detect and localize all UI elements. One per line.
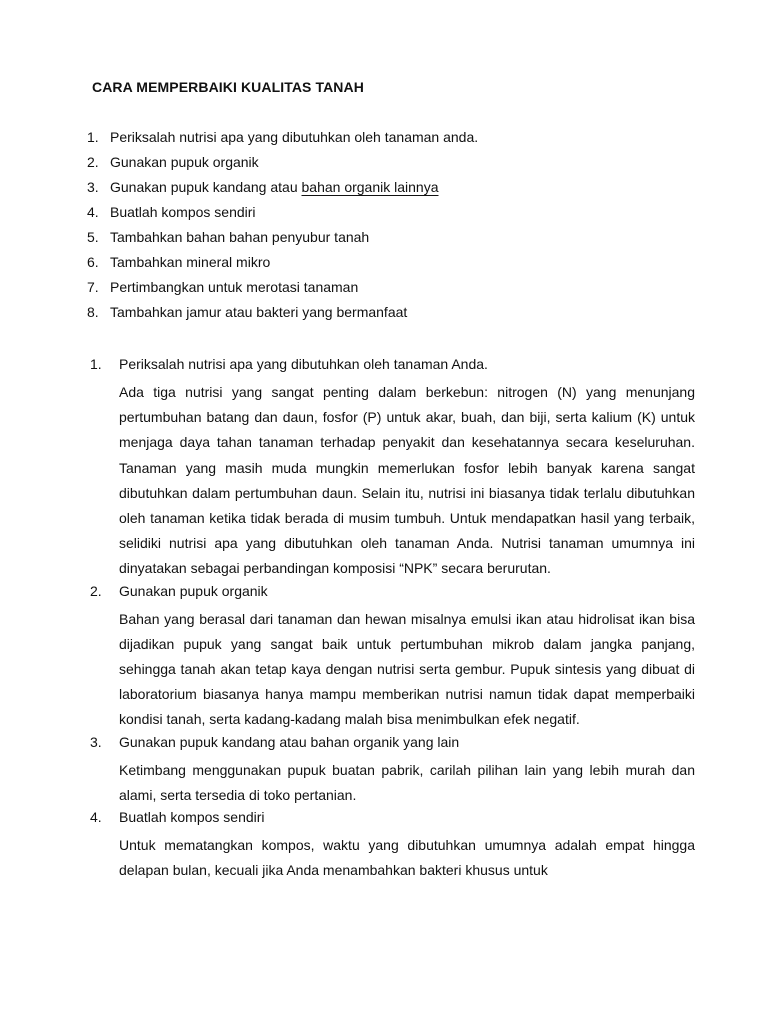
list-item [87,278,687,303]
list-number: 2. [87,154,99,170]
list-text: Gunakan pupuk organik [110,154,259,170]
list-item [87,128,687,153]
list-item [87,253,687,278]
list-text: Tambahkan jamur atau bakteri yang bermanfaat [110,304,408,320]
list-item [87,203,687,228]
section-body: Ada tiga nutrisi yang sangat penting dalam berkebun: nitrogen (N) yang menunjang pertumbuhan batang dan daun, fosfor (P) untuk akar, buah, dan biji, serta kalium (K) untuk menjaga daya tahan tanaman terhadap penyakit dan kesehatannya secara keseluruhan. Tanaman yang masih muda mungkin memerlukan fosfor lebih banyak karena sangat dibutuhkan dalam pertumbuhan daun. Selain itu, nutrisi ini biasanya tidak terlalu dibutuhkan oleh tanaman ketika tidak berada di musim tumbuh. Untuk mendapatkan hasil yang terbaik, selidiki nutrisi apa yang dibutuhkan oleh tanaman Anda. Nutrisi tanaman umumnya ini dinyatakan sebagai perbandingan komposisi “NPK” secara berurutan. [119,384,695,577]
list-text: Tambahkan mineral mikro [110,254,271,270]
summary-list [87,128,687,328]
list-number: 3. [87,179,99,195]
section-nutrisi [90,355,695,582]
section-number: 1. [90,356,102,372]
list-text: Tambahkan bahan bahan penyubur tanah [110,229,370,245]
page-title: CARA MEMPERBAIKI KUALITAS TANAH [92,79,364,95]
section-body: Bahan yang berasal dari tanaman dan hewan misalnya emulsi ikan atau hidrolisat ikan bisa dijadikan pupuk yang sangat baik untuk pertumbuhan mikrob dalam jangka panjang, sehingga tanah akan tetap kaya dengan nutrisi serta gembur. Pupuk sintesis yang dibuat di laboratorium biasanya hanya mampu memberikan nutrisi namun tidak dapat memperbaiki kondisi tanah, serta kadang-kadang malah bisa menimbulkan efek negatif. [119,610,695,728]
detail-sections [90,355,695,883]
section-kompos [90,808,695,883]
list-number: 4. [87,204,99,220]
list-number: 8. [87,304,99,320]
section-heading [90,582,695,607]
list-text: Gunakan pupuk kandang atau [110,179,302,195]
bahan-organik-link[interactable]: bahan organik lainnya [301,179,439,195]
list-number: 6. [87,254,99,270]
section-pupuk-kandang [90,733,695,808]
list-number: 1. [87,129,99,145]
list-item [87,178,687,203]
section-number: 3. [90,733,102,750]
list-number: 5. [87,229,99,245]
section-number: 2. [90,582,102,599]
list-number: 7. [87,279,99,295]
list-text: Pertimbangkan untuk merotasi tanaman [110,279,359,295]
section-heading [90,808,695,833]
section-heading-text: Buatlah kompos sendiri [119,809,265,826]
section-number: 4. [90,809,102,826]
list-item [87,303,687,328]
list-text: Buatlah kompos sendiri [110,204,256,220]
section-heading-text: Periksalah nutrisi apa yang dibutuhkan oleh tanaman Anda. [119,356,488,372]
section-pupuk-organik [90,582,695,733]
list-text: Periksalah nutrisi apa yang dibutuhkan oleh tanaman anda. [110,129,479,145]
list-item [87,153,687,178]
section-body: Ketimbang menggunakan pupuk buatan pabrik, carilah pilihan lain yang lebih murah dan alami, serta tersedia di toko pertanian. [119,761,695,803]
section-body: Untuk mematangkan kompos, waktu yang dibutuhkan umumnya adalah empat hingga delapan bulan, kecuali jika Anda menambahkan bakteri khusus untuk [119,837,695,879]
section-heading-text: Gunakan pupuk kandang atau bahan organik yang lain [119,733,460,750]
list-item [87,228,687,253]
section-heading [90,733,695,758]
section-heading-text: Gunakan pupuk organik [119,582,268,599]
section-heading [90,355,695,380]
